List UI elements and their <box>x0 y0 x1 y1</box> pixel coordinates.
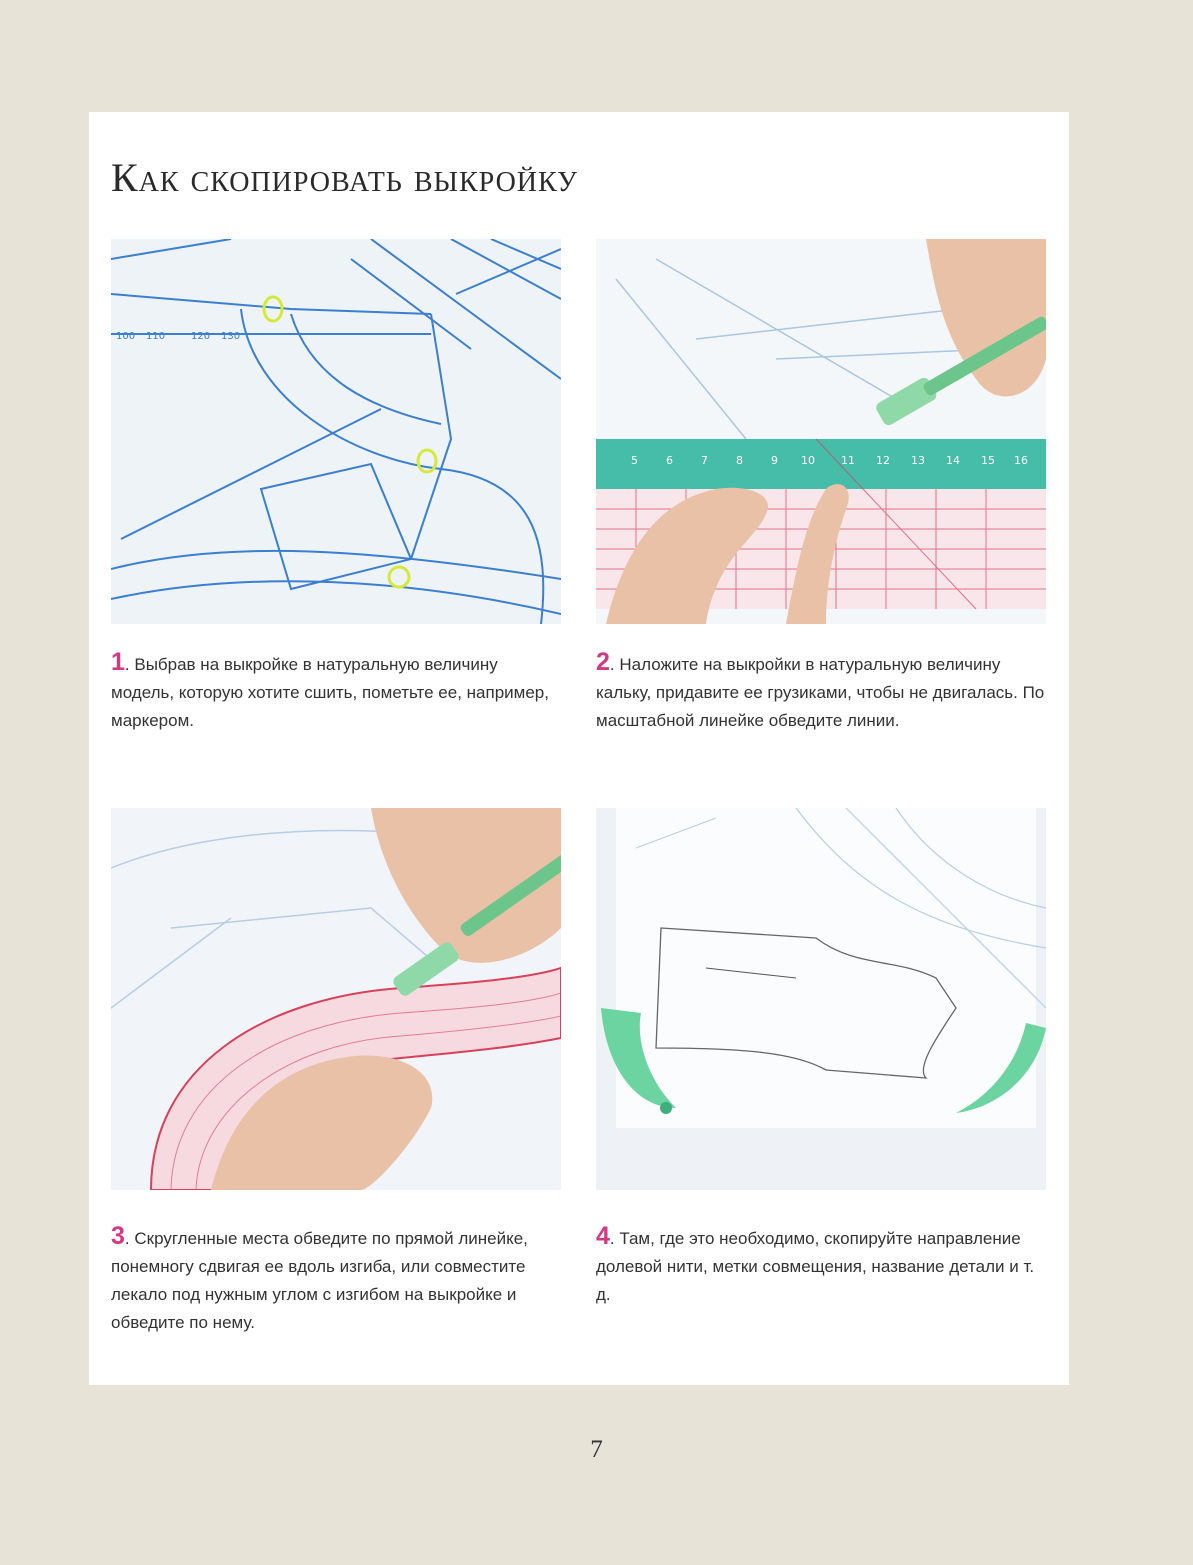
svg-text:6: 6 <box>666 454 673 467</box>
step-2 <box>596 648 1046 735</box>
traced-pattern-illustration <box>596 808 1046 1190</box>
photo-step-3 <box>111 808 561 1190</box>
ruler-tracing-illustration <box>596 239 1046 624</box>
step-3-text: . Скругленные места обведите по прямой линейке, понемногу сдвигая ее вдоль изгиба, или совместите лекало под нужным углом с изгибом на выкройке и обведите по нему. <box>111 1229 528 1332</box>
svg-text:9: 9 <box>771 454 778 467</box>
page-title: Как скопировать выкройку <box>111 155 578 200</box>
curve-tracing-illustration <box>111 808 561 1190</box>
step-1-text: . Выбрав на выкройке в натуральную величину модель, которую хотите сшить, пометьте ее, например, маркером. <box>111 655 549 730</box>
svg-text:10: 10 <box>801 454 815 467</box>
svg-text:12: 12 <box>876 454 890 467</box>
svg-text:100: 100 <box>116 331 136 342</box>
svg-text:16: 16 <box>1014 454 1028 467</box>
step-4-number: 4 <box>596 1222 610 1250</box>
svg-text:120: 120 <box>191 331 211 342</box>
svg-text:130: 130 <box>221 331 241 342</box>
step-4 <box>596 1222 1046 1309</box>
step-3 <box>111 1222 561 1337</box>
page-card <box>89 112 1069 1385</box>
svg-text:7: 7 <box>701 454 708 467</box>
photo-step-2 <box>596 239 1046 624</box>
step-2-number: 2 <box>596 648 610 676</box>
svg-text:8: 8 <box>736 454 743 467</box>
svg-text:15: 15 <box>981 454 995 467</box>
page-number: 7 <box>590 1436 603 1463</box>
svg-text:13: 13 <box>911 454 925 467</box>
step-1 <box>111 648 561 735</box>
photo-step-1 <box>111 239 561 624</box>
step-1-number: 1 <box>111 648 125 676</box>
svg-text:11: 11 <box>841 454 855 467</box>
step-2-text: . Наложите на выкройки в натуральную величину кальку, придавите ее грузиками, чтобы не двигалась. По масштабной линейке обведите линии. <box>596 655 1045 730</box>
step-4-text: . Там, где это необходимо, скопируйте направление долевой нити, метки совмещения, название детали и т. д. <box>596 1229 1035 1304</box>
pattern-sheet-illustration <box>111 239 561 624</box>
svg-text:14: 14 <box>946 454 960 467</box>
photo-step-4 <box>596 808 1046 1190</box>
step-3-number: 3 <box>111 1222 125 1250</box>
svg-text:5: 5 <box>631 454 638 467</box>
svg-text:110: 110 <box>146 331 166 342</box>
